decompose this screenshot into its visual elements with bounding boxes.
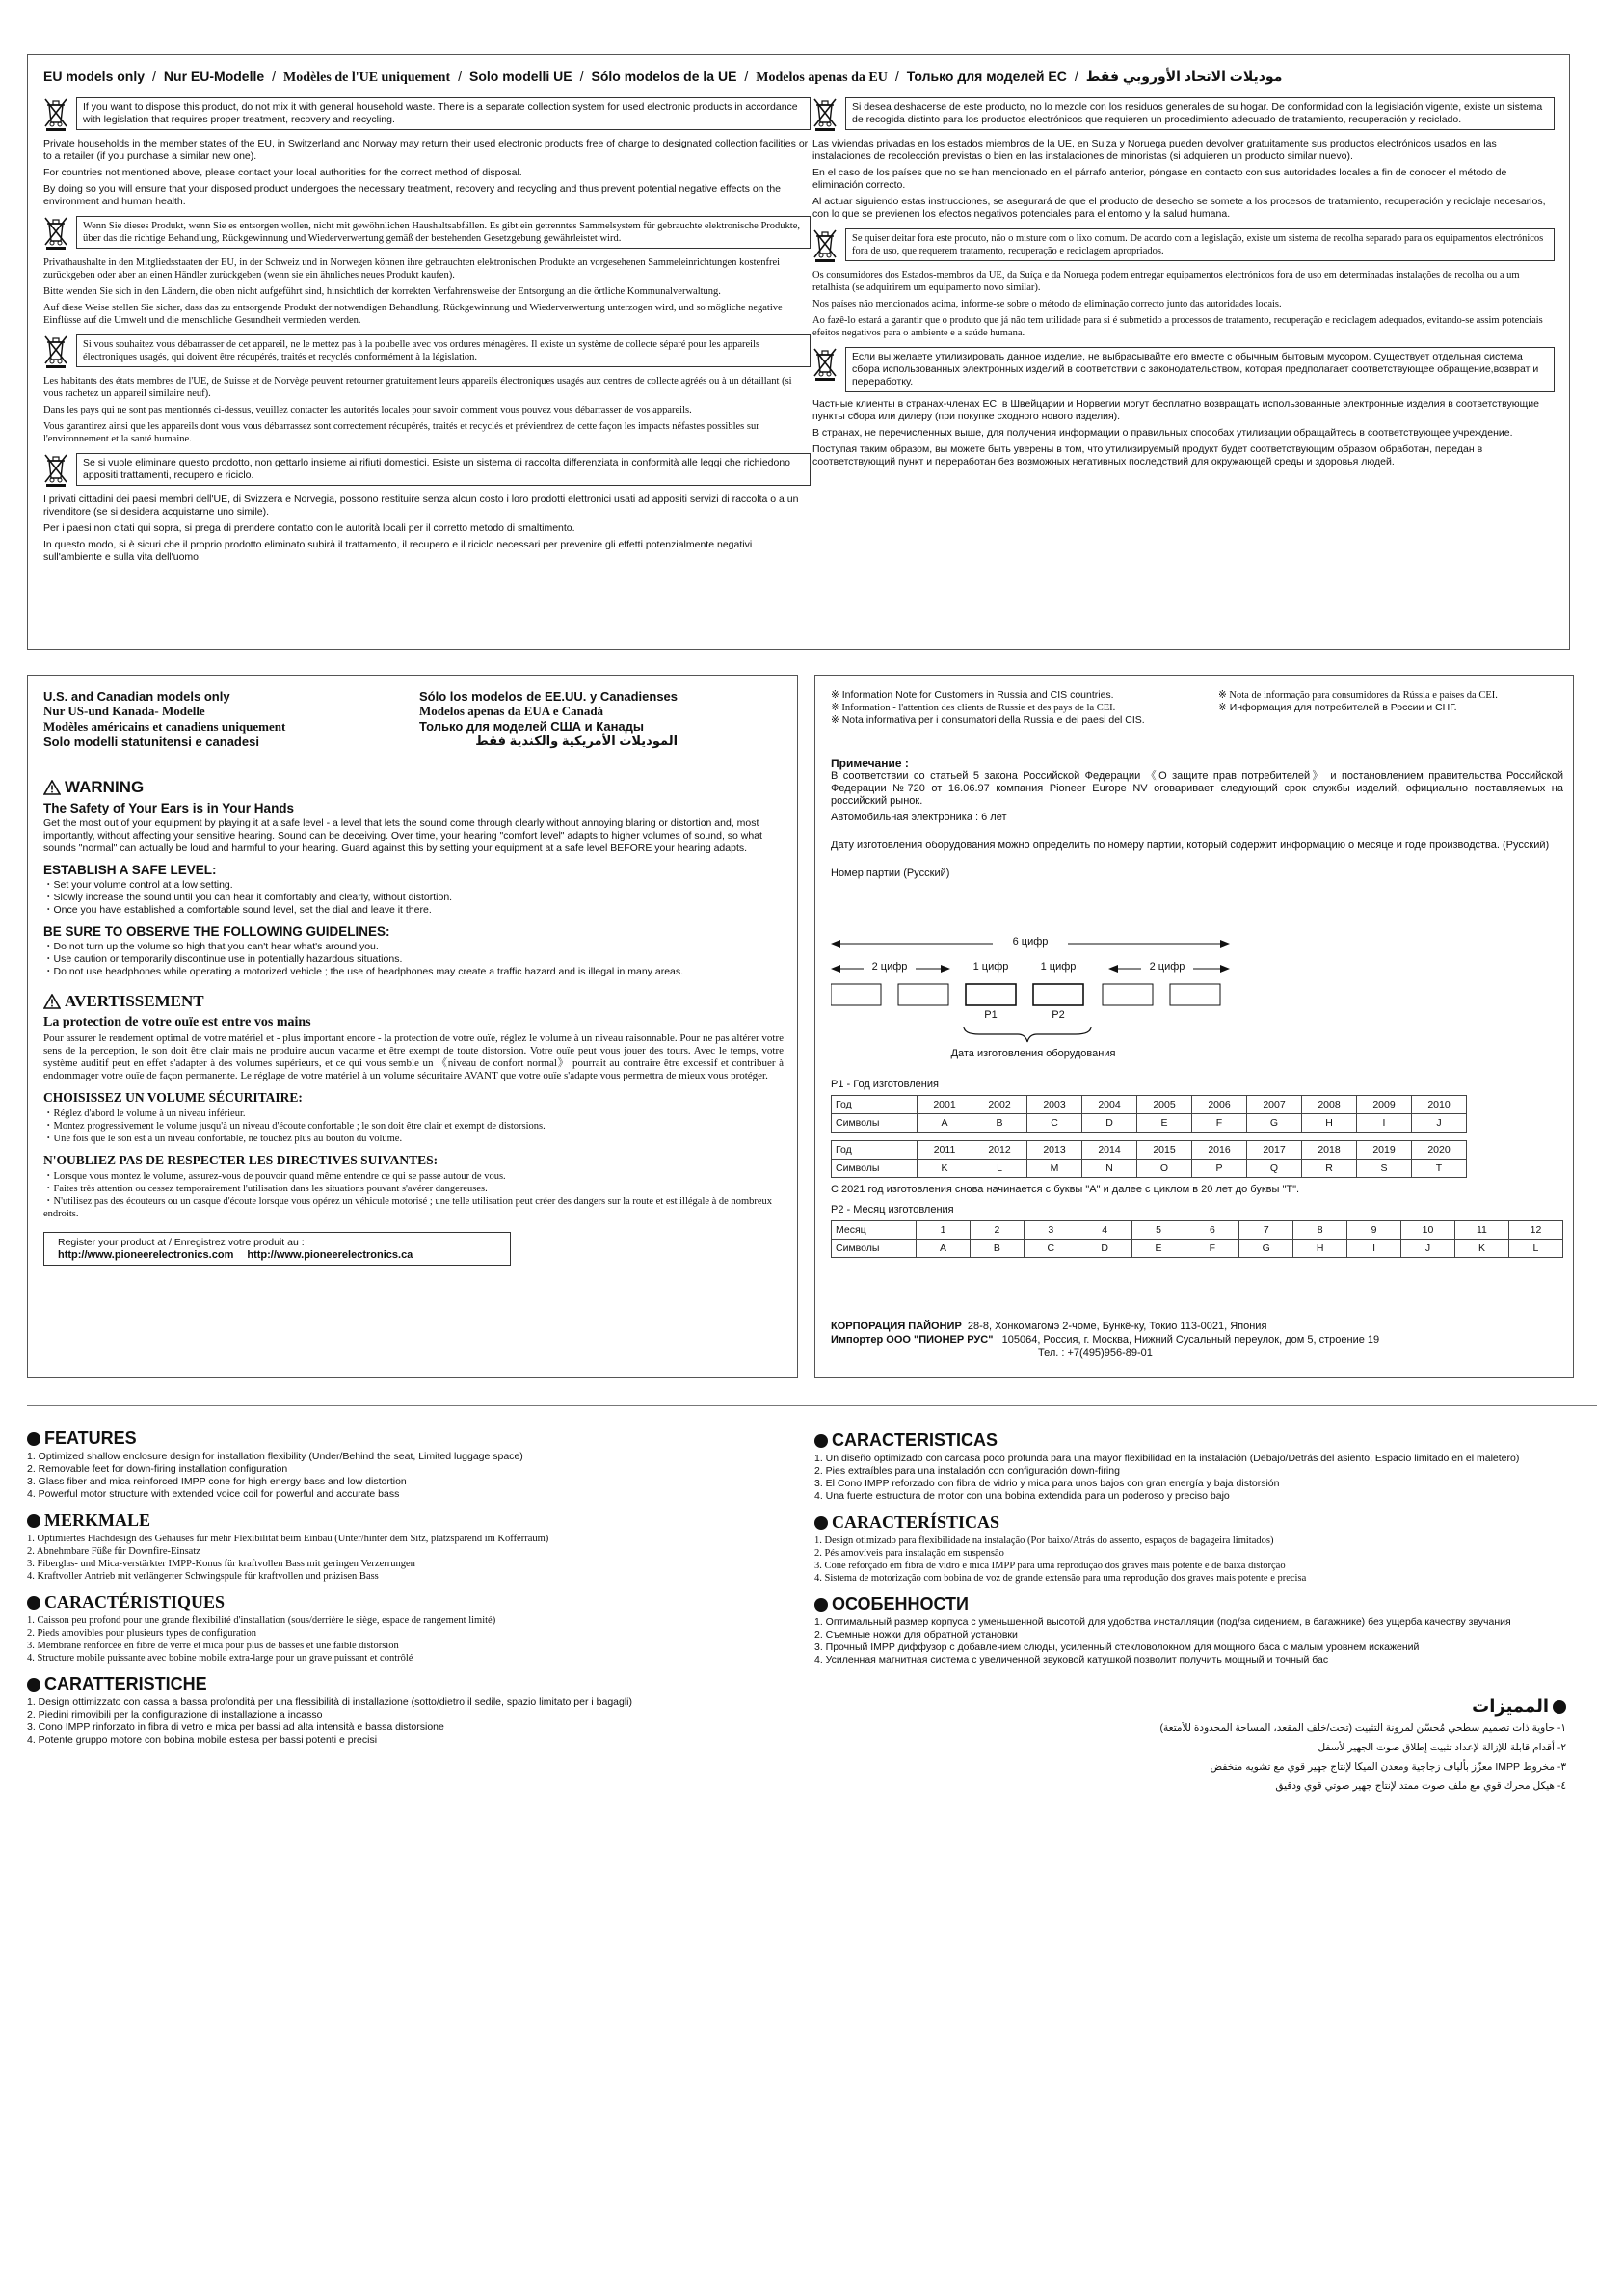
warning-triangle-icon xyxy=(43,994,61,1009)
table-row-label: Месяц xyxy=(832,1221,917,1240)
us-canada-section xyxy=(27,675,798,1378)
table-cell: C xyxy=(1024,1240,1078,1258)
table-cell: 3 xyxy=(1024,1221,1078,1240)
register-line: Register your product at / Enregistrez votre produit au : xyxy=(58,1237,305,1248)
table-cell: 8 xyxy=(1293,1221,1347,1240)
table-cell: 2006 xyxy=(1192,1096,1247,1114)
table-cell: H xyxy=(1293,1240,1347,1258)
feature-item: 2. Abnehmbare Füße für Downfire-Einsatz xyxy=(27,1546,200,1557)
url-us-link[interactable]: http://www.pioneerelectronics.com xyxy=(58,1249,234,1261)
importer-label: Импортер ООО "ПИОНЕР РУС" xyxy=(831,1334,994,1346)
table-cell: 1 xyxy=(917,1221,971,1240)
crossed-bin-icon xyxy=(812,347,838,382)
table-cell: P xyxy=(1192,1160,1247,1178)
table-cell: 2004 xyxy=(1082,1096,1137,1114)
table-cell: D xyxy=(1078,1240,1131,1258)
us-title-de: Nur US-und Kanada- Modelle xyxy=(43,704,205,718)
header-separator: / xyxy=(744,68,749,84)
table-cell: I xyxy=(1347,1240,1401,1258)
disposal-block xyxy=(812,347,1555,468)
disposal-notice: Wenn Sie dieses Produkt, wenn Sie es entsorgen wollen, nicht mit gewöhnlichen Haushaltsabfällen. Es gibt ein getrenntes Sammelsystem für gebrauchte elektronische Produkte, über das die richtige Behandlung, Rückgewinnung und Wiederverwertung gemäß der bestehenden Gesetzgebung gewährleistet wird. xyxy=(76,216,811,249)
feature-item: 4. Structure mobile puissante avec bobine mobile extra-large pour un grave puissant et contrôlé xyxy=(27,1653,413,1664)
bullet-dot-icon xyxy=(814,1516,828,1530)
disposal-paragraph: By doing so you will ensure that your disposed product undergoes the necessary treatment, recovery and recycling and thus prevent potential negative effects on the environment and human health. xyxy=(43,183,782,207)
table-cell: 2007 xyxy=(1247,1096,1302,1114)
feature-item: 4. Sistema de motorização com bobina de voz de grande extensão para uma reprodução dos graves mais potente e precisa xyxy=(814,1573,1307,1584)
feature-item: 3. Membrane renforcée en fibre de verre et mica pour plus de basses et une faible distorsion xyxy=(27,1641,399,1651)
corp-info xyxy=(831,1320,1563,1360)
table-cell: I xyxy=(1357,1114,1412,1133)
list-item: ・Faites très attention ou cessez temporairement l'utilisation dans les situations pouvant s'avérer dangereuses. xyxy=(43,1184,488,1194)
header-separator: / xyxy=(458,68,463,84)
one-digit-label-p1: 1 цифр xyxy=(972,961,1009,973)
oubliez-list xyxy=(43,1170,784,1220)
disposal-paragraph: Ao fazê-lo estará a garantir que o produto que já não tem utilidade para si é submetido a processos de tratamento, recuperação e reciclagem adequados, evitando-se assim potenciais efeitos negativos para o ambiente e a saúde humana. xyxy=(812,315,1543,338)
features-title: FEATURES xyxy=(44,1428,137,1448)
table-cell: 2016 xyxy=(1192,1141,1247,1160)
year-table-1 xyxy=(831,1095,1467,1133)
table-cell: 7 xyxy=(1239,1221,1293,1240)
section-divider xyxy=(27,1405,1597,1406)
disposal-block xyxy=(812,228,1555,339)
two-digits-label-right: 2 цифр xyxy=(1149,961,1185,973)
table-cell: 2005 xyxy=(1137,1096,1192,1114)
list-item: ・Montez progressivement le volume jusqu'à un niveau d'écoute confortable ; le son doit être clair et exempt de distorsions. xyxy=(43,1121,546,1132)
table-cell: 12 xyxy=(1508,1221,1562,1240)
importer-address: 105064, Россия, г. Москва, Нижний Сусальный переулок, дом 5, строение 19 xyxy=(1001,1334,1380,1346)
corp-label: КОРПОРАЦИЯ ПАЙОНИР xyxy=(831,1321,962,1332)
disposal-paragraph: In questo modo, si è sicuri che il proprio prodotto eliminato subirà il trattamento, il recupero e il riciclo necessari per prevenire gli effetti potenzialmente negativi sull'ambiente e sulla vita dell'uomo. xyxy=(43,539,753,563)
table-cell: J xyxy=(1400,1240,1454,1258)
importer-tel: Тел. : +7(495)956-89-01 xyxy=(1038,1348,1153,1359)
eu-models-header xyxy=(43,68,1282,86)
table-cell: 2020 xyxy=(1412,1141,1467,1160)
p1-label: P1 xyxy=(984,1009,998,1021)
table-cell: B xyxy=(972,1114,1027,1133)
disposal-paragraph: For countries not mentioned above, please contact your local authorities for the correct method of disposal. xyxy=(43,167,522,178)
feature-item-arabic: ٣- مخروط IMPP معزّز بألياف زجاجية ومعدن الميكا لإنتاج جهير قوي مع تشويه منخفض xyxy=(1210,1761,1566,1773)
table-cell: 2017 xyxy=(1247,1141,1302,1160)
table-cell: 2012 xyxy=(972,1141,1027,1160)
table-cell: 6 xyxy=(1185,1221,1239,1240)
oubliez-title: N'OUBLIEZ PAS DE RESPECTER LES DIRECTIVES SUIVANTES: xyxy=(43,1153,439,1167)
one-digit-label-p2: 1 цифр xyxy=(1040,961,1077,973)
table-row-label: Символы xyxy=(832,1160,918,1178)
table-cell: N xyxy=(1082,1160,1137,1178)
disposal-block xyxy=(43,453,811,564)
table-cell: 2011 xyxy=(918,1141,972,1160)
feature-item: 4. Усиленная магнитная система с увеличенной звуковой катушкой позволит получить мощный и точный бас xyxy=(814,1654,1329,1666)
feature-item-arabic: ٢- أقدام قابلة للإزالة لإعداد تثبيت إطلاق صوت الجهير لأسفل xyxy=(1318,1742,1566,1753)
brace-icon xyxy=(960,1025,1095,1044)
feature-item: 2. Pieds amovibles pour plusieurs types de configuration xyxy=(27,1628,256,1639)
ru-note-en: ※ Information Note for Customers in Russia and CIS countries. xyxy=(831,689,1114,701)
features-right-column xyxy=(814,1430,1574,1676)
us-title-pt: Modelos apenas da EUA e Canadá xyxy=(419,704,604,718)
feature-item-arabic: ١- حاوية ذات تصميم سطحي مُحسّن لمرونة التثبيت (تحت/خلف المقعد، المساحة المحدودة للأمتعة) xyxy=(1159,1722,1566,1734)
feature-item: 2. Съемные ножки для обратной установки xyxy=(814,1629,1018,1641)
list-item: ・Une fois que le son est à un niveau confortable, ne touchez plus au bouton du volume. xyxy=(43,1134,403,1144)
feature-item: 2. Pies extraíbles para una instalación con configuración down-firing xyxy=(814,1465,1120,1477)
features-arabic xyxy=(814,1696,1566,1796)
us-title-en: U.S. and Canadian models only xyxy=(43,689,230,704)
date-text: Дату изготовления оборудования можно определить по номеру партии, который содержит информацию о месяце и годе производства. (Русский) xyxy=(831,840,1550,851)
p1-title: P1 - Год изготовления xyxy=(831,1079,939,1090)
avertissement-label: AVERTISSEMENT xyxy=(65,992,204,1010)
features-title: CARACTERISTICAS xyxy=(832,1430,998,1450)
us-titles xyxy=(43,689,785,749)
disposal-paragraph: Nos países não mencionados acima, informe-se sobre o método de eliminação correcto junto das autoridades locais. xyxy=(812,299,1282,309)
safe-level-list xyxy=(43,879,784,917)
crossed-bin-icon xyxy=(43,97,68,132)
crossed-bin-icon xyxy=(812,97,838,132)
ru-note-fr: ※ Information - l'attention des clients de Russie et des pays de la CEI. xyxy=(831,703,1116,713)
table-cell: G xyxy=(1247,1114,1302,1133)
mfg-date-label: Дата изготовления оборудования xyxy=(950,1048,1116,1059)
month-table xyxy=(831,1220,1563,1258)
list-item: ・Slowly increase the sound until you can hear it comfortably and clearly, without distortion. xyxy=(43,892,453,903)
header-separator: / xyxy=(152,68,156,84)
table-cell: D xyxy=(1082,1114,1137,1133)
features-title: CARACTÉRISTIQUES xyxy=(44,1592,226,1612)
bullet-dot-icon xyxy=(1553,1700,1566,1714)
feature-item: 3. Glass fiber and mica reinforced IMPP cone for high energy bass and low distortion xyxy=(27,1476,407,1487)
disposal-paragraph: Dans les pays qui ne sont pas mentionnés ci-dessus, veuillez contacter les autorités locales pour savoir comment vous pouvez vous débarrasser de vos appareils. xyxy=(43,405,692,415)
disposal-paragraph: Las viviendas privadas en los estados miembros de la UE, en Suiza y Noruega pueden devolver gratuitamente sus productos electrónicos usados en las instalaciones de recolección previstas o bien en las instalaciones de minoristas (si adquieren un producto similar nuevo). xyxy=(812,138,1497,162)
table-cell: M xyxy=(1027,1160,1082,1178)
warning-triangle-icon xyxy=(43,780,61,795)
us-title-es: Sólo los modelos de EE.UU. y Canadienses xyxy=(419,689,679,704)
features-left-column xyxy=(27,1428,798,1756)
table-row-label: Символы xyxy=(832,1240,917,1258)
table-cell: S xyxy=(1357,1160,1412,1178)
choisir-title: CHOISISSEZ UN VOLUME SÉCURITAIRE: xyxy=(43,1090,303,1105)
crossed-bin-icon xyxy=(43,453,68,488)
features-section xyxy=(814,1430,1574,1503)
bullet-dot-icon xyxy=(27,1678,40,1692)
table-cell: 2003 xyxy=(1027,1096,1082,1114)
us-title-ar: الموديلات الأمريكية والكندية فقط xyxy=(475,734,679,748)
crossed-bin-icon xyxy=(43,216,68,251)
batch-label: Номер партии (Русский) xyxy=(831,868,950,879)
avertissement-subtitle: La protection de votre ouïe est entre vos mains xyxy=(43,1015,311,1029)
disposal-paragraph: Les habitants des états membres de l'UE, de Suisse et de Norvège peuvent retourner gratuitement leurs appareils électroniques usagés aux centres de collecte agréés ou à un détaillant (si vous rachetez un appareil similaire neuf). xyxy=(43,376,792,399)
six-digits-label: 6 цифр xyxy=(1012,936,1049,948)
feature-item: 2. Removable feet for down-firing installation configuration xyxy=(27,1463,288,1475)
note-2021: С 2021 год изготовления снова начинается с буквы "A" и далее с циклом в 20 лет до буквы "T". xyxy=(831,1184,1300,1195)
disposal-paragraph: В странах, не перечисленных выше, для получения информации о правильных способах утилизации обращайтесь в соответствующее учреждение. xyxy=(812,427,1513,439)
choisir-list xyxy=(43,1108,784,1145)
table-cell: L xyxy=(972,1160,1027,1178)
table-cell: F xyxy=(1192,1114,1247,1133)
features-section xyxy=(27,1674,798,1747)
features-title: CARATTERISTICHE xyxy=(44,1674,207,1694)
ru-info-notes xyxy=(831,689,1563,727)
table-cell: H xyxy=(1302,1114,1357,1133)
table-cell: 2009 xyxy=(1357,1096,1412,1114)
feature-item: 1. Optimiertes Flachdesign des Gehäuses für mehr Flexibilität beim Einbau (Unter/hinter dem Sitz, platzsparend im Kofferraum) xyxy=(27,1534,549,1544)
warning-subtitle: The Safety of Your Ears is in Your Hands xyxy=(43,801,295,815)
features-title-arabic: المميزات xyxy=(1472,1696,1549,1716)
disposal-paragraph: Al actuar siguiendo estas instrucciones, se asegurará de que el producto de desecho se somete a los procesos de tratamiento, recuperación y reciclaje necesarios, con lo que se previenen los efectos negativos potenciales para el entorno y la salud humana. xyxy=(812,196,1546,220)
disposal-paragraph: I privati cittadini dei paesi membri dell'UE, di Svizzera e Norvegia, possono restituire senza alcun costo i loro prodotti elettronici usati ad appositi servizi di raccolta o a un rivenditore (se si desidera acquistarne uno simile). xyxy=(43,494,799,518)
register-box xyxy=(43,1232,511,1266)
table-cell: 9 xyxy=(1347,1221,1401,1240)
prim-title: Примечание : xyxy=(831,757,909,770)
disposal-notice: Se quiser deitar fora este produto, não o misture com o lixo comum. De acordo com a legislação, existe um sistema de recolha separado para os equipamentos electrónicos fora de uso, que requerem tratamento, recuperação e reciclagem apropriados. xyxy=(845,228,1555,261)
table-cell: 2018 xyxy=(1302,1141,1357,1160)
guidelines-list xyxy=(43,941,784,978)
table-cell: L xyxy=(1508,1240,1562,1258)
disposal-block xyxy=(43,216,811,327)
us-warning-block xyxy=(43,768,784,1266)
disposal-block xyxy=(43,97,811,208)
disposal-paragraph: Os consumidores dos Estados-membros da UE, da Suíça e da Noruega podem entregar equipamentos electrónicos fora de uso em determinadas instalações de recolha ou a um retalhista (se adquirirem um equipamento novo similar). xyxy=(812,270,1520,293)
disposal-paragraph: Privathaushalte in den Mitgliedsstaaten der EU, in der Schweiz und in Norwegen können ihre gebrauchten elektronischen Produkte an vorgesehenen Sammeleinrichtungen kostenfrei zurückgeben oder aber an einen Händler zurückgeben (wenn sie ein ähnliches neues Produkt kaufen). xyxy=(43,257,781,280)
bullet-dot-icon xyxy=(814,1434,828,1448)
disposal-paragraph: Поступая таким образом, вы можете быть уверены в том, что утилизируемый продукт будет соответствующим образом обработан, передан в соответствующий пункт и переработан без возможных негативных последствий для окружающей среды и здоровья людей. xyxy=(812,443,1483,467)
eu-header-label: Только для моделей ЕС xyxy=(906,68,1067,84)
disposal-paragraph: Per i paesi non citati qui sopra, si prega di prendere contatto con le autorità locali per il corretto metodo di smaltimento. xyxy=(43,522,575,534)
list-item: ・Lorsque vous montez le volume, assurez-vous de pouvoir quand même entendre ce qui se passe autour de vous. xyxy=(43,1171,506,1182)
feature-item: 2. Piedini rimovibili per la configurazione di installazione a incasso xyxy=(27,1709,323,1721)
disposal-notice: If you want to dispose this product, do not mix it with general household waste. There is a separate collection system for used electronic products in accordance with legislation that requires proper treatment, recovery and recycling. xyxy=(76,97,811,130)
bullet-dot-icon xyxy=(27,1596,40,1610)
table-cell: E xyxy=(1131,1240,1185,1258)
disposal-paragraph: Частные клиенты в странах-членах ЕС, в Швейцарии и Норвегии могут бесплатно возвращать использованные электронные изделия в соответствующие пункты сбора или дилеру (при покупке сходного нового изделия). xyxy=(812,398,1539,422)
disposal-paragraph: Private households in the member states of the EU, in Switzerland and Norway may return their used electronic products free of charge to designated collection facilities or to a retailer (if you purchase a similar new one). xyxy=(43,138,809,162)
header-separator: / xyxy=(579,68,584,84)
feature-item-arabic: ٤- هيكل محرك قوي مع ملف صوت ممتد لإنتاج جهير صوتي قوي ودقيق xyxy=(1275,1780,1566,1792)
two-digits-label-left: 2 цифр xyxy=(871,961,908,973)
table-cell: K xyxy=(1454,1240,1508,1258)
table-cell: B xyxy=(970,1240,1024,1258)
feature-item: 1. Design ottimizzato con cassa a bassa profondità per una flessibilità di installazione (sotto/dietro il sedile, spazio limitato per i bagagli) xyxy=(27,1696,632,1708)
features-section xyxy=(27,1428,798,1501)
features-title: ОСОБЕННОСТИ xyxy=(832,1594,969,1614)
eu-header-label: موديلات الاتحاد الأوروبي فقط xyxy=(1085,68,1283,84)
disposal-paragraph: Vous garantirez ainsi que les appareils dont vous vous débarrassez sont correctement récupérés, traités et recyclés et préviendrez de cette façon les impacts néfastes possibles sur l'environnement et la santé humaine. xyxy=(43,421,759,444)
us-title-it: Solo modelli statunitensi e canadesi xyxy=(43,734,259,749)
table-row-label: Символы xyxy=(832,1114,918,1133)
url-ca-link[interactable]: http://www.pioneerelectronics.ca xyxy=(247,1249,413,1261)
table-cell: 2 xyxy=(970,1221,1024,1240)
corp-address: 28-8, Хонкомагомэ 2-чоме, Бункё-ку, Токио 113-0021, Япония xyxy=(967,1321,1267,1332)
bullet-dot-icon xyxy=(27,1432,40,1446)
eu-header-label: Solo modelli UE xyxy=(469,68,572,84)
table-cell: G xyxy=(1239,1240,1293,1258)
features-section xyxy=(814,1512,1574,1585)
disposal-notice: Se si vuole eliminare questo prodotto, non gettarlo insieme ai rifiuti domestici. Esiste un sistema di raccolta differenziata in conformità alle leggi che richiedono appositi trattamenti, recupero e riciclo. xyxy=(76,453,811,486)
feature-item: 1. Оптимальный размер корпуса с уменьшенной высотой для удобства инсталляции (под/за сидением, в багажнике) без ущерба качеству звучания xyxy=(814,1616,1511,1628)
feature-item: 2. Pés amovíveis para instalação em suspensão xyxy=(814,1548,1004,1559)
table-cell: T xyxy=(1412,1160,1467,1178)
list-item: ・Set your volume control at a low setting. xyxy=(43,879,233,891)
table-cell: O xyxy=(1137,1160,1192,1178)
prim-text: В соответствии со статьей 5 закона Российской Федерации 《О защите прав потребителей》 и постановлением правительства Российской Федерации №720 от 16.06.97 компания Pioneer Europe NV оговаривает следующий срок службы изделий, официально поставляемых на российский рынок. xyxy=(831,770,1563,807)
table-row-label: Год xyxy=(832,1141,918,1160)
p2-label: P2 xyxy=(1052,1009,1065,1021)
disposal-notice: Если вы желаете утилизировать данное изделие, не выбрасывайте его вместе с обычным бытовым мусором. Существует отдельная система сбора использованных электронных изделий в соответствии с законодательством, которая предполагает соответствующее обращение,возврат и переработку. xyxy=(845,347,1555,392)
disposal-block xyxy=(43,334,811,445)
list-item: ・Réglez d'abord le volume à un niveau inférieur. xyxy=(43,1108,246,1119)
table-cell: K xyxy=(918,1160,972,1178)
features-section xyxy=(27,1592,798,1665)
table-cell: 11 xyxy=(1454,1221,1508,1240)
eu-header-label: Modèles de l'UE uniquement xyxy=(283,70,451,85)
list-item: ・Do not turn up the volume so high that you can't hear what's around you. xyxy=(43,941,379,952)
eu-header-label: Modelos apenas da EU xyxy=(756,70,888,85)
table-cell: 2001 xyxy=(918,1096,972,1114)
ru-note-ru: ※ Информация для потребителей в России и СНГ. xyxy=(1218,702,1457,713)
table-cell: E xyxy=(1137,1114,1192,1133)
features-section xyxy=(814,1594,1574,1667)
table-cell: C xyxy=(1027,1114,1082,1133)
table-cell: 2015 xyxy=(1137,1141,1192,1160)
table-cell: A xyxy=(917,1240,971,1258)
list-item: ・Do not use headphones while operating a motorized vehicle ; the use of headphones may create a traffic hazard and is illegal in many areas. xyxy=(43,966,684,977)
bullet-dot-icon xyxy=(27,1514,40,1528)
feature-item: 4. Una fuerte estructura de motor con una bobina extendida para un poderoso y preciso bajo xyxy=(814,1490,1230,1502)
disposal-notice: Si desea deshacerse de este producto, no lo mezcle con los residuos generales de su hogar. De conformidad con la legislación vigente, existe un sistema de recogida distinto para los productos electrónicos que requieren un procedimiento adecuado de tratamiento, recuperación y reciclado. xyxy=(845,97,1555,130)
eu-left-column xyxy=(43,97,811,572)
feature-item: 4. Potente gruppo motore con bobina mobile estesa per bassi potenti e precisi xyxy=(27,1734,378,1746)
ru-note-it: ※ Nota informativa per i consumatori della Russia e dei paesi del CIS. xyxy=(831,714,1145,726)
year-table-2 xyxy=(831,1140,1467,1178)
features-section xyxy=(27,1510,798,1583)
disposal-paragraph: En el caso de los países que no se han mencionado en el párrafo anterior, póngase en contacto con sus autoridades locales a fin de conocer el método de eliminación correcto. xyxy=(812,167,1507,191)
russia-cis-section xyxy=(814,675,1574,1378)
warning-label: WARNING xyxy=(65,778,145,796)
eu-header-label: EU models only xyxy=(43,68,146,84)
table-row-label: Год xyxy=(832,1096,918,1114)
feature-item: 4. Powerful motor structure with extended voice coil for powerful and accurate bass xyxy=(27,1488,400,1500)
us-title-fr: Modèles américains et canadiens uniquement xyxy=(43,719,286,734)
table-cell: J xyxy=(1412,1114,1467,1133)
feature-item: 1. Design otimizado para flexibilidade na instalação (Por baixo/Atrás do assento, espaços de bagageira limitados) xyxy=(814,1535,1274,1546)
disposal-paragraph: Bitte wenden Sie sich in den Ländern, die oben nicht aufgeführt sind, hinsichtlich der korrekten Verfahrensweise der Entsorgung an die örtliche Kommunalverwaltung. xyxy=(43,286,721,297)
eu-header-label: Sólo modelos de la UE xyxy=(591,68,737,84)
feature-item: 1. Un diseño optimizado con carcasa poco profunda para una mayor flexibilidad en la instalación (Debajo/Detrás del asiento, Espacio limitado en el maletero) xyxy=(814,1453,1520,1464)
table-cell: F xyxy=(1185,1240,1239,1258)
disposal-paragraph: Auf diese Weise stellen Sie sicher, dass das zu entsorgende Produkt der notwendigen Behandlung, Rückgewinnung und Wiederverwertung unterzogen wird, und so mögliche negative Einflüsse auf die Umwelt und die menschliche Gesundheit vermieden werden. xyxy=(43,303,783,326)
crossed-bin-icon xyxy=(43,334,68,369)
batch-number-diagram xyxy=(831,932,1236,1067)
header-separator: / xyxy=(272,68,277,84)
eu-disposal-section xyxy=(27,54,1570,650)
auto-lifetime: Автомобильная электроника : 6 лет xyxy=(831,812,1007,823)
feature-item: 3. Cone reforçado em fibra de vidro e mica IMPP para uma reprodução dos graves mais potente e de baixa distorção xyxy=(814,1561,1286,1571)
features-title: CARACTERÍSTICAS xyxy=(832,1512,1000,1532)
disposal-notice: Si vous souhaitez vous débarrasser de cet appareil, ne le mettez pas à la poubelle avec vos ordures ménagères. Il existe un système de collecte séparé pour les appareils électroniques usagés, qui doivent être récupérés, traités et recyclés conformément à la législation. xyxy=(76,334,811,367)
guidelines-title: BE SURE TO OBSERVE THE FOLLOWING GUIDELINES: xyxy=(43,924,390,939)
feature-item: 3. Cono IMPP rinforzato in fibra di vetro e mica per bassi ad alta intensità e bassa distorsione xyxy=(27,1722,444,1733)
ru-note-pt: ※ Nota de informação para consumidores da Rússia e países da CEI. xyxy=(1218,690,1498,701)
table-cell: 2008 xyxy=(1302,1096,1357,1114)
feature-item: 4. Kraftvoller Antrieb mit verlängerter Schwingspule für kraftvollen und präzisen Bass xyxy=(27,1571,379,1582)
table-cell: 10 xyxy=(1400,1221,1454,1240)
us-title-ru: Только для моделей США и Канады xyxy=(419,719,645,734)
list-item: ・N'utilisez pas des écouteurs ou un casque d'écoute lorsque vous opérez un véhicule motorisé ; une telle utilisation peut créer des dangers sur la route et est illégale à de nombreux endroits. xyxy=(43,1196,773,1219)
table-cell: 2013 xyxy=(1027,1141,1082,1160)
table-cell: 2002 xyxy=(972,1096,1027,1114)
table-cell: R xyxy=(1302,1160,1357,1178)
table-cell: 2014 xyxy=(1082,1141,1137,1160)
eu-header-label: Nur EU-Modelle xyxy=(163,68,265,84)
bullet-dot-icon xyxy=(814,1598,828,1612)
table-cell: 2019 xyxy=(1357,1141,1412,1160)
feature-item: 3. Прочный IMPP диффузор с добавлением слюды, усиленный стекловолокном для мощного баса с малым уровнем искажений xyxy=(814,1642,1420,1653)
feature-item: 3. Fiberglas- und Mica-verstärkter IMPP-Konus für kraftvollen Bass mit geringen Verzerrungen xyxy=(27,1559,415,1569)
features-title: MERKMALE xyxy=(44,1510,150,1530)
list-item: ・Once you have established a comfortable sound level, set the dial and leave it there. xyxy=(43,904,432,916)
feature-item: 1. Caisson peu profond pour une grande flexibilité d'installation (sous/derrière le siège, espace de rangement limité) xyxy=(27,1615,496,1626)
table-cell: 2010 xyxy=(1412,1096,1467,1114)
warning-text: Get the most out of your equipment by playing it at a safe level - a level that lets the sound come through clearly without annoying blaring or distortion and, most importantly, without affecting your sensitive hearing. Sound can be deceiving. Over time, your hearing "comfort level" adapts to higher volumes of sound, so what sounds "normal" can actually be loud and harmful to your hearing. Guard against this by setting your equipment at a safe level BEFORE your hearing adapts. xyxy=(43,817,762,854)
table-cell: 5 xyxy=(1131,1221,1185,1240)
table-cell: A xyxy=(918,1114,972,1133)
crossed-bin-icon xyxy=(812,228,838,263)
avertissement-text: Pour assurer le rendement optimal de votre matériel et - plus important encore - la protection de votre ouïe, réglez le volume à un niveau raisonnable. Pour ne pas altérer votre sens de la perception, le son doit être clair mais ne produire aucun vacarme et être exempt de toute distorsion. Votre ouïe peut vous jouer des tours. Avec le temps, votre système auditif peut en effet s'adapter à des volumes supérieurs, et ce qui vous semble un 《niveau de confort normal》 pourrait au contraire être excessif et contribuer à endommager votre ouïe de façon permanente. Le réglage de votre matériel à un volume sécuritaire AVANT que votre ouïe s'adapte vous permettra de mieux vous protéger. xyxy=(43,1032,784,1081)
feature-item: 1. Optimized shallow enclosure design for installation flexibility (Under/Behind the seat, Limited luggage space) xyxy=(27,1451,523,1462)
safe-level-title: ESTABLISH A SAFE LEVEL: xyxy=(43,863,217,877)
disposal-block xyxy=(812,97,1555,221)
table-cell: Q xyxy=(1247,1160,1302,1178)
p2-title: P2 - Месяц изготовления xyxy=(831,1204,954,1215)
eu-right-column xyxy=(812,97,1555,476)
header-separator: / xyxy=(1074,68,1078,84)
feature-item: 3. El Cono IMPP reforzado con fibra de vidrio y mica para unos bajos con gran energía y baja distorsión xyxy=(814,1478,1280,1489)
list-item: ・Use caution or temporarily discontinue use in potentially hazardous situations. xyxy=(43,953,403,965)
table-cell: 4 xyxy=(1078,1221,1131,1240)
header-separator: / xyxy=(894,68,899,84)
